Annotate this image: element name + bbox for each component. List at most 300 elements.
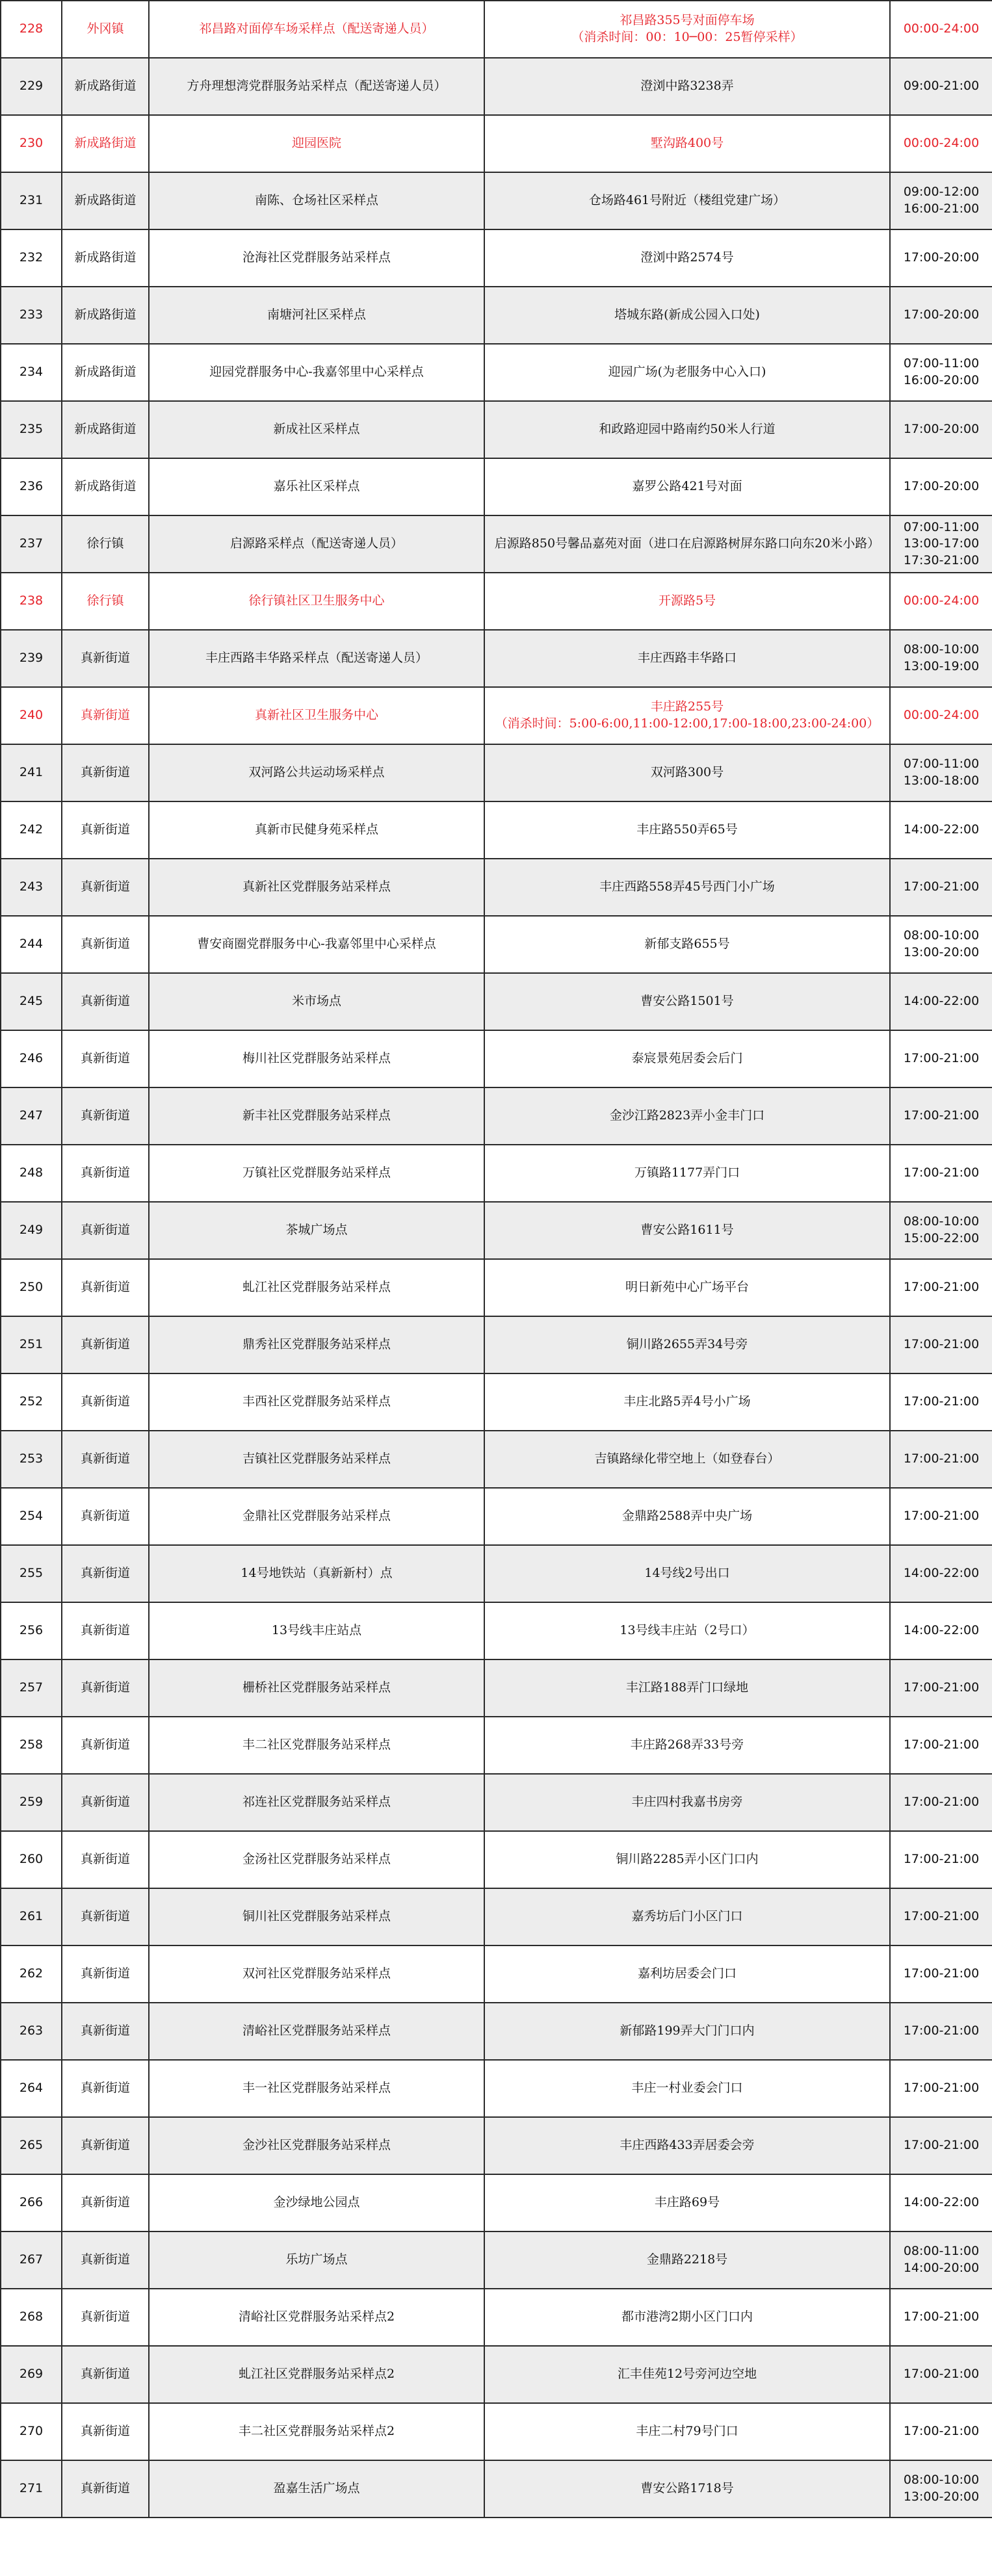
row-number: 232 [1, 229, 62, 287]
site-address [484, 744, 890, 801]
town-name: 真新街道 [62, 1659, 149, 1717]
site-name: 清峪社区党群服务站采样点2 [149, 2289, 484, 2346]
service-hours [890, 1602, 992, 1659]
site-name: 茶城广场点 [149, 1202, 484, 1259]
town-name: 真新街道 [62, 916, 149, 973]
service-hours-line: 17:00-21:00 [903, 1280, 980, 1295]
town-name: 真新街道 [62, 1888, 149, 1945]
site-name: 清峪社区党群服务站采样点 [149, 2003, 484, 2060]
service-hours [890, 1373, 992, 1431]
site-address [484, 2231, 890, 2289]
site-address [484, 973, 890, 1030]
site-name: 祁连社区党群服务站采样点 [149, 1774, 484, 1831]
service-hours [890, 2460, 992, 2517]
row-number: 268 [1, 2289, 62, 2346]
site-address [484, 2117, 890, 2174]
site-address-line: 丰庄路69号 [654, 2195, 720, 2210]
service-hours [890, 58, 992, 115]
table-row [1, 58, 992, 115]
site-address-line: 13号线丰庄站（2号口） [620, 1623, 755, 1638]
site-name: 14号地铁站（真新新村）点 [149, 1545, 484, 1602]
site-address-line: 丰庄路268弄33号旁 [630, 1737, 744, 1752]
service-hours-line: 16:00-20:00 [903, 373, 980, 387]
row-number: 234 [1, 344, 62, 401]
service-hours [890, 2003, 992, 2060]
site-address-line: 金鼎路2218号 [646, 2252, 728, 2267]
site-address [484, 1030, 890, 1087]
town-name: 新成路街道 [62, 344, 149, 401]
town-name: 真新街道 [62, 630, 149, 687]
site-address-line: 丰庄西路558弄45号西门小广场 [599, 879, 775, 894]
site-name: 丰二社区党群服务站采样点2 [149, 2403, 484, 2460]
site-address [484, 1659, 890, 1717]
service-hours [890, 916, 992, 973]
row-number: 260 [1, 1831, 62, 1888]
row-number: 252 [1, 1373, 62, 1431]
site-address [484, 1488, 890, 1545]
site-address-line: 万镇路1177弄门口 [634, 1165, 740, 1180]
site-name: 新成社区采样点 [149, 401, 484, 458]
table-row [1, 1087, 992, 1145]
service-hours [890, 1888, 992, 1945]
table-row [1, 515, 992, 573]
site-name: 徐行镇社区卫生服务中心 [149, 573, 484, 630]
town-name: 真新街道 [62, 1831, 149, 1888]
site-name: 金汤社区党群服务站采样点 [149, 1831, 484, 1888]
town-name: 徐行镇 [62, 515, 149, 573]
town-name: 真新街道 [62, 859, 149, 916]
row-number: 265 [1, 2117, 62, 2174]
site-address-line: 丰庄一村业委会门口 [631, 2081, 743, 2096]
site-address [484, 1717, 890, 1774]
row-number: 271 [1, 2460, 62, 2517]
site-address [484, 2403, 890, 2460]
town-name: 真新街道 [62, 801, 149, 859]
site-address-line: 丰庄二村79号门口 [636, 2424, 738, 2439]
site-address-line: 仓场路461号附近（楼组党建广场） [588, 193, 786, 208]
service-hours [890, 744, 992, 801]
site-address [484, 630, 890, 687]
site-address [484, 2460, 890, 2517]
service-hours-line: 17:00-21:00 [903, 1966, 980, 1981]
service-hours [890, 2289, 992, 2346]
site-address [484, 1431, 890, 1488]
town-name: 真新街道 [62, 2460, 149, 2517]
service-hours [890, 1030, 992, 1087]
service-hours-line: 17:00-21:00 [903, 2138, 980, 2153]
row-number: 263 [1, 2003, 62, 2060]
service-hours-line: 17:00-21:00 [903, 1165, 980, 1180]
site-address [484, 1145, 890, 1202]
site-address-line: 都市港湾2期小区门口内 [621, 2309, 753, 2324]
service-hours-line: 13:00-20:00 [903, 945, 980, 959]
table-row [1, 1888, 992, 1945]
row-number: 228 [1, 1, 62, 58]
service-hours [890, 401, 992, 458]
table-row [1, 1259, 992, 1316]
row-number: 229 [1, 58, 62, 115]
table-row [1, 1602, 992, 1659]
service-hours [890, 687, 992, 744]
table-row [1, 973, 992, 1030]
service-hours-line: 16:00-21:00 [903, 202, 980, 216]
site-name: 曹安商圈党群服务中心-我嘉邻里中心采样点 [149, 916, 484, 973]
site-address-line: 明日新苑中心广场平台 [625, 1280, 749, 1295]
site-address-line: 启源路850号馨品嘉苑对面（进口在启源路树屏东路口向东20米小路） [494, 536, 880, 551]
row-number: 241 [1, 744, 62, 801]
site-name: 新丰社区党群服务站采样点 [149, 1087, 484, 1145]
row-number: 251 [1, 1316, 62, 1373]
site-address [484, 1316, 890, 1373]
row-number: 239 [1, 630, 62, 687]
table-row [1, 1831, 992, 1888]
town-name: 徐行镇 [62, 573, 149, 630]
table-row [1, 1, 992, 58]
site-name: 金沙绿地公园点 [149, 2174, 484, 2231]
service-hours-line: 14:00-22:00 [903, 994, 980, 1009]
site-name: 真新市民健身苑采样点 [149, 801, 484, 859]
site-address [484, 859, 890, 916]
service-hours [890, 2346, 992, 2403]
service-hours [890, 1202, 992, 1259]
site-address [484, 916, 890, 973]
site-address [484, 1087, 890, 1145]
service-hours-line: 14:00-22:00 [903, 2195, 980, 2210]
service-hours-line: 14:00-22:00 [903, 822, 980, 837]
town-name: 真新街道 [62, 2003, 149, 2060]
table-row [1, 2117, 992, 2174]
table-row [1, 2003, 992, 2060]
site-name: 方舟理想湾党群服务站采样点（配送寄递人员） [149, 58, 484, 115]
site-address [484, 58, 890, 115]
site-address [484, 2060, 890, 2117]
service-hours [890, 287, 992, 344]
table-row [1, 1316, 992, 1373]
site-name: 丰西社区党群服务站采样点 [149, 1373, 484, 1431]
service-hours [890, 859, 992, 916]
table-row [1, 172, 992, 229]
service-hours-line: 09:00-12:00 [903, 185, 980, 200]
site-name: 祁昌路对面停车场采样点（配送寄递人员） [149, 1, 484, 58]
site-name: 金鼎社区党群服务站采样点 [149, 1488, 484, 1545]
service-hours [890, 1488, 992, 1545]
service-hours-line: 17:00-20:00 [903, 307, 980, 322]
row-number: 243 [1, 859, 62, 916]
table-row [1, 287, 992, 344]
town-name: 真新街道 [62, 1774, 149, 1831]
site-name: 万镇社区党群服务站采样点 [149, 1145, 484, 1202]
site-address-line: 墅沟路400号 [650, 136, 724, 151]
table-row [1, 1659, 992, 1717]
table-row [1, 744, 992, 801]
service-hours-line: 13:00-17:00 [903, 536, 980, 551]
service-hours-line: 14:00-20:00 [903, 2261, 980, 2275]
service-hours-line: 17:00-20:00 [903, 422, 980, 437]
service-hours-line: 17:00-20:00 [903, 250, 980, 265]
table-row [1, 573, 992, 630]
table-row [1, 916, 992, 973]
service-hours-line: 17:00-21:00 [903, 1051, 980, 1066]
site-address-line: 新郁路199弄大门门口内 [620, 2023, 755, 2038]
site-address [484, 1831, 890, 1888]
town-name: 真新街道 [62, 2403, 149, 2460]
town-name: 真新街道 [62, 1488, 149, 1545]
row-number: 256 [1, 1602, 62, 1659]
service-hours-line: 13:00-18:00 [903, 774, 980, 788]
site-address [484, 2346, 890, 2403]
site-address [484, 1202, 890, 1259]
table-row [1, 1145, 992, 1202]
town-name: 新成路街道 [62, 115, 149, 172]
service-hours-line: 17:00-20:00 [903, 479, 980, 494]
site-address [484, 229, 890, 287]
site-address [484, 1774, 890, 1831]
site-name: 南陈、仓场社区采样点 [149, 172, 484, 229]
site-address-line: 曹安公路1501号 [640, 994, 734, 1009]
service-hours [890, 973, 992, 1030]
service-hours-line: 08:00-10:00 [903, 2473, 980, 2488]
site-address [484, 1373, 890, 1431]
row-number: 254 [1, 1488, 62, 1545]
town-name: 新成路街道 [62, 229, 149, 287]
site-name: 双河路公共运动场采样点 [149, 744, 484, 801]
service-hours-line: 17:00-21:00 [903, 2367, 980, 2382]
site-address-line: 泰宸景苑居委会后门 [631, 1051, 743, 1066]
site-address-line: 祁昌路355号对面停车场 [620, 13, 755, 28]
service-hours [890, 2403, 992, 2460]
table-row [1, 1431, 992, 1488]
row-number: 266 [1, 2174, 62, 2231]
row-number: 245 [1, 973, 62, 1030]
row-number: 262 [1, 1945, 62, 2003]
site-name: 双河社区党群服务站采样点 [149, 1945, 484, 2003]
table-row [1, 2231, 992, 2289]
service-hours [890, 2174, 992, 2231]
table-row [1, 229, 992, 287]
row-number: 261 [1, 1888, 62, 1945]
town-name: 真新街道 [62, 1602, 149, 1659]
town-name: 真新街道 [62, 1316, 149, 1373]
row-number: 238 [1, 573, 62, 630]
row-number: 255 [1, 1545, 62, 1602]
table-row [1, 2346, 992, 2403]
site-name: 迎园医院 [149, 115, 484, 172]
site-address [484, 1945, 890, 2003]
service-hours-line: 17:00-21:00 [903, 879, 980, 894]
row-number: 247 [1, 1087, 62, 1145]
site-name: 启源路采样点（配送寄递人员） [149, 515, 484, 573]
town-name: 真新街道 [62, 1945, 149, 2003]
service-hours-line: 17:00-21:00 [903, 1680, 980, 1695]
row-number: 235 [1, 401, 62, 458]
site-name: 丰一社区党群服务站采样点 [149, 2060, 484, 2117]
site-address-line: 澄浏中路3238弄 [640, 79, 734, 94]
service-hours [890, 344, 992, 401]
service-hours [890, 1259, 992, 1316]
site-address [484, 115, 890, 172]
town-name: 新成路街道 [62, 401, 149, 458]
town-name: 真新街道 [62, 744, 149, 801]
site-name: 丰庄西路丰华路采样点（配送寄递人员） [149, 630, 484, 687]
town-name: 真新街道 [62, 1145, 149, 1202]
service-hours-line: 08:00-10:00 [903, 928, 980, 943]
table-row [1, 401, 992, 458]
town-name: 真新街道 [62, 1202, 149, 1259]
table-row [1, 344, 992, 401]
service-hours-line: 00:00-24:00 [903, 136, 980, 151]
row-number: 246 [1, 1030, 62, 1087]
site-address [484, 344, 890, 401]
service-hours-line: 17:00-21:00 [903, 1737, 980, 1752]
site-address [484, 573, 890, 630]
service-hours-line: 17:00-21:00 [903, 2424, 980, 2439]
site-address [484, 1545, 890, 1602]
service-hours [890, 801, 992, 859]
town-name: 新成路街道 [62, 58, 149, 115]
row-number: 253 [1, 1431, 62, 1488]
town-name: 真新街道 [62, 1545, 149, 1602]
site-address [484, 1, 890, 58]
site-address [484, 2289, 890, 2346]
site-address-line: 丰庄路255号 [650, 699, 724, 714]
site-address [484, 1259, 890, 1316]
site-name: 虬江社区党群服务站采样点2 [149, 2346, 484, 2403]
service-hours-line: 08:00-10:00 [903, 642, 980, 657]
service-hours-line: 17:00-21:00 [903, 1108, 980, 1123]
site-address-line: （消杀时间：5:00-6:00,11:00-12:00,17:00-18:00,23:00-24:00） [495, 716, 880, 731]
service-hours-line: 07:00-11:00 [903, 757, 980, 772]
site-address-line: 丰庄路550弄65号 [636, 822, 738, 837]
site-address-line: 曹安公路1611号 [640, 1223, 734, 1238]
town-name: 真新街道 [62, 1431, 149, 1488]
town-name: 真新街道 [62, 1259, 149, 1316]
site-address [484, 801, 890, 859]
table-body [1, 1, 992, 2517]
town-name: 新成路街道 [62, 287, 149, 344]
site-name: 鼎秀社区党群服务站采样点 [149, 1316, 484, 1373]
table-row [1, 2174, 992, 2231]
table-row [1, 801, 992, 859]
table-row [1, 859, 992, 916]
service-hours-line: 09:00-21:00 [903, 79, 980, 94]
site-address-line: （消杀时间：00：10─00：25暂停采样） [571, 30, 803, 44]
town-name: 真新街道 [62, 1087, 149, 1145]
town-name: 真新街道 [62, 687, 149, 744]
service-hours [890, 1831, 992, 1888]
service-hours [890, 2231, 992, 2289]
row-number: 236 [1, 458, 62, 515]
town-name: 真新街道 [62, 1030, 149, 1087]
site-address-line: 迎园广场(为老服务中心入口) [608, 365, 766, 380]
site-address-line: 开源路5号 [658, 593, 716, 608]
service-hours [890, 1145, 992, 1202]
site-address [484, 2003, 890, 2060]
site-address-line: 嘉秀坊后门小区门口 [631, 1909, 743, 1924]
site-address-line: 丰庄西路丰华路口 [637, 651, 737, 666]
service-hours-line: 17:00-21:00 [903, 1795, 980, 1810]
site-name: 吉镇社区党群服务站采样点 [149, 1431, 484, 1488]
service-hours-line: 17:30-21:00 [903, 553, 980, 567]
service-hours-line: 17:00-21:00 [903, 1509, 980, 1524]
service-hours-line: 17:00-21:00 [903, 1337, 980, 1352]
service-hours [890, 1717, 992, 1774]
site-name: 盈嘉生活广场点 [149, 2460, 484, 2517]
town-name: 真新街道 [62, 1717, 149, 1774]
service-hours-line: 17:00-21:00 [903, 2081, 980, 2096]
service-hours-line: 15:00-22:00 [903, 1231, 980, 1245]
row-number: 230 [1, 115, 62, 172]
site-address-line: 14号线2号出口 [644, 1566, 730, 1581]
site-address-line: 铜川路2655弄34号旁 [626, 1337, 748, 1352]
row-number: 270 [1, 2403, 62, 2460]
site-address-line: 曹安公路1718号 [640, 2481, 734, 2496]
row-number: 258 [1, 1717, 62, 1774]
service-hours-line: 13:00-20:00 [903, 2490, 980, 2504]
service-hours [890, 458, 992, 515]
service-hours [890, 1087, 992, 1145]
row-number: 242 [1, 801, 62, 859]
service-hours-line: 07:00-11:00 [903, 356, 980, 371]
town-name: 真新街道 [62, 2289, 149, 2346]
table-row [1, 2060, 992, 2117]
site-address [484, 287, 890, 344]
table-row [1, 1030, 992, 1087]
service-hours-line: 13:00-19:00 [903, 659, 980, 673]
site-address [484, 687, 890, 744]
site-address-line: 丰庄西路433弄居委会旁 [620, 2138, 755, 2153]
service-hours [890, 2117, 992, 2174]
site-name: 嘉乐社区采样点 [149, 458, 484, 515]
service-hours-line: 17:00-21:00 [903, 1852, 980, 1867]
table-row [1, 687, 992, 744]
town-name: 真新街道 [62, 1373, 149, 1431]
site-name: 真新社区党群服务站采样点 [149, 859, 484, 916]
row-number: 240 [1, 687, 62, 744]
table-row [1, 1488, 992, 1545]
site-name: 乐坊广场点 [149, 2231, 484, 2289]
service-hours-line: 00:00-24:00 [903, 708, 980, 723]
town-name: 真新街道 [62, 2060, 149, 2117]
site-address [484, 172, 890, 229]
site-address-line: 汇丰佳苑12号旁河边空地 [617, 2367, 757, 2382]
service-hours [890, 1774, 992, 1831]
site-address-line: 丰江路188弄门口绿地 [625, 1680, 749, 1695]
site-address-line: 丰庄四村我嘉书房旁 [631, 1795, 743, 1810]
site-address-line: 塔城东路(新成公园入口处) [614, 307, 760, 322]
site-name: 米市场点 [149, 973, 484, 1030]
service-hours-line: 17:00-21:00 [903, 1909, 980, 1924]
town-name: 真新街道 [62, 2346, 149, 2403]
site-address [484, 2174, 890, 2231]
site-name: 沧海社区党群服务站采样点 [149, 229, 484, 287]
town-name: 真新街道 [62, 2231, 149, 2289]
row-number: 250 [1, 1259, 62, 1316]
service-hours-line: 08:00-11:00 [903, 2244, 980, 2259]
service-hours-line: 00:00-24:00 [903, 593, 980, 608]
site-address [484, 515, 890, 573]
service-hours [890, 172, 992, 229]
table-row [1, 1774, 992, 1831]
service-hours [890, 115, 992, 172]
row-number: 248 [1, 1145, 62, 1202]
service-hours [890, 229, 992, 287]
table-row [1, 2460, 992, 2517]
town-name: 新成路街道 [62, 458, 149, 515]
site-address-line: 金沙江路2823弄小金丰门口 [609, 1108, 765, 1123]
site-name: 铜川社区党群服务站采样点 [149, 1888, 484, 1945]
table-row [1, 2403, 992, 2460]
row-number: 259 [1, 1774, 62, 1831]
